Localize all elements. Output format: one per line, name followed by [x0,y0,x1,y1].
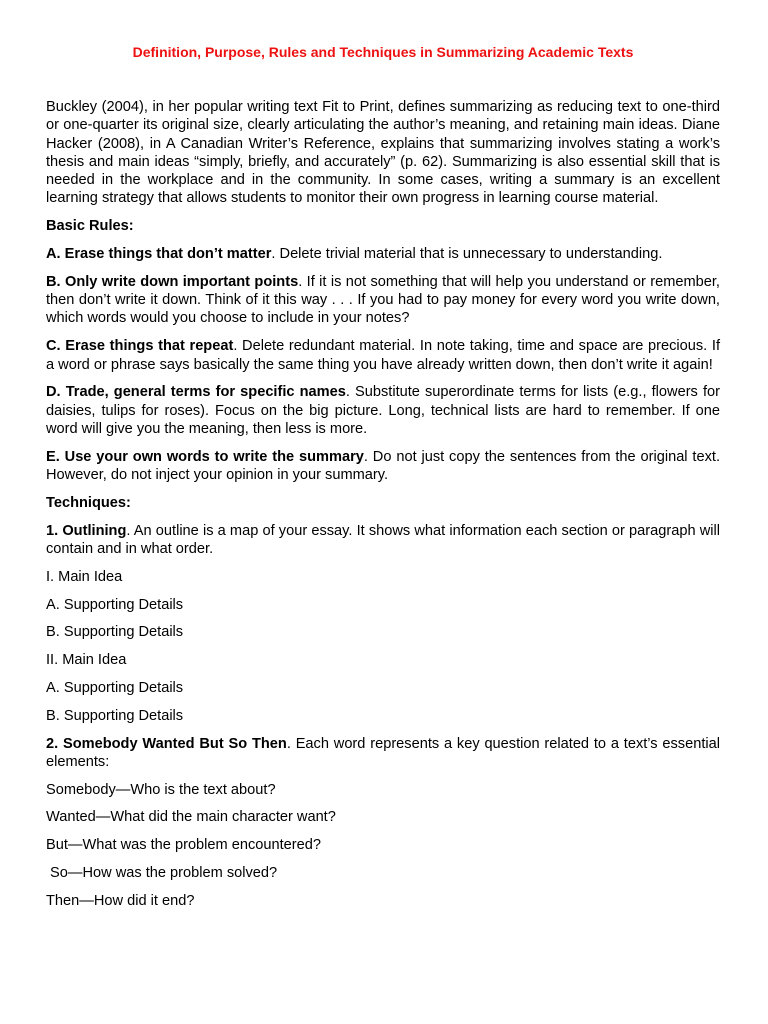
technique-swbst-text: . Each word represents a key question related to a text’s essential elements: [46,735,720,770]
outline-item: II. Main Idea [46,652,127,669]
basic-rules-heading: Basic Rules: [46,218,134,235]
rule-d-text: . Substitute superordinate terms for lists (e.g., flowers for daisies, tulips for roses). Focus on the big picture. Long, technical lists are hard to remember. If one word will give you the meaning, then less is more. [46,384,720,437]
swbst-item: Somebody—Who is the text about? [46,781,276,798]
rule-d-title: D. Trade, general terms for specific names [46,384,346,401]
rule-c-text: . Delete redundant material. In note taking, time and space are precious. If a word or phrase says basically the same thing you have already written down, then don’t write it again! [46,338,721,373]
swbst-item: But—What was the problem encountered? [46,837,322,854]
swbst-item: Wanted—What did the main character want? [46,809,336,826]
technique-outlining-title: 1. Outlining [46,522,127,539]
technique-swbst-title: 2. Somebody Wanted But So Then [46,735,287,752]
rule-e-text: . Do not just copy the sentences from the original text. However, do not inject your opinion in your summary. [46,448,720,484]
rule-a-title: A. Erase things that don’t matter [46,246,272,263]
technique-swbst [46,735,720,772]
outline-item: B. Supporting Details [46,707,184,724]
swbst-item: So—How was the problem solved? [50,865,278,881]
rule-a-text: . Delete trivial material that is unnecessary to understanding. [271,246,663,263]
document-page [46,42,720,910]
rule-b-text: . If it is not something that will help you understand or remember, then don’t write it down. Think of it this way . . . If you had to pay money for every word you write down, which words would you choose to include in your notes? [46,273,720,327]
technique-outlining-text: . An outline is a map of your essay. It shows what information each section or paragraph will contain and in what order. [46,522,721,557]
swbst-item: Then—How did it end? [46,892,195,909]
rule-b-title: B. Only write down important points [46,273,299,290]
outline-item: I. Main Idea [46,568,123,585]
outline-item: B. Supporting Details [46,624,184,641]
rule-b [46,273,720,328]
rule-a [46,245,720,263]
document-title: Definition, Purpose, Rules and Techniques in Summarizing Academic Texts [132,44,634,60]
rule-e [46,448,720,485]
rule-c [46,337,720,374]
rule-e-title: E. Use your own words to write the summary [46,448,364,465]
techniques-heading: Techniques: [46,494,131,511]
outline-item: A. Supporting Details [46,596,184,613]
intro-paragraph: Buckley (2004), in her popular writing text Fit to Print, defines summarizing as reducing text to one-third or one-quarter its original size, clearly articulating the author’s meaning, and retaining main ideas. Diane Hacker (2008), in A Canadian Writer’s Reference, explains that summarizing involves stating a work’s thesis and main ideas “simply, briefly, and accurately” (p. 62). Summarizing is also essential skill that is needed in the workplace and in the community. In some cases, writing a summary is an excellent learning strategy that allows students to monitor their own progress in learning course material. [46,99,720,207]
technique-outlining [46,522,720,559]
outline-item: A. Supporting Details [46,679,184,696]
rule-d [46,383,720,438]
rule-c-title: C. Erase things that repeat [46,338,234,355]
